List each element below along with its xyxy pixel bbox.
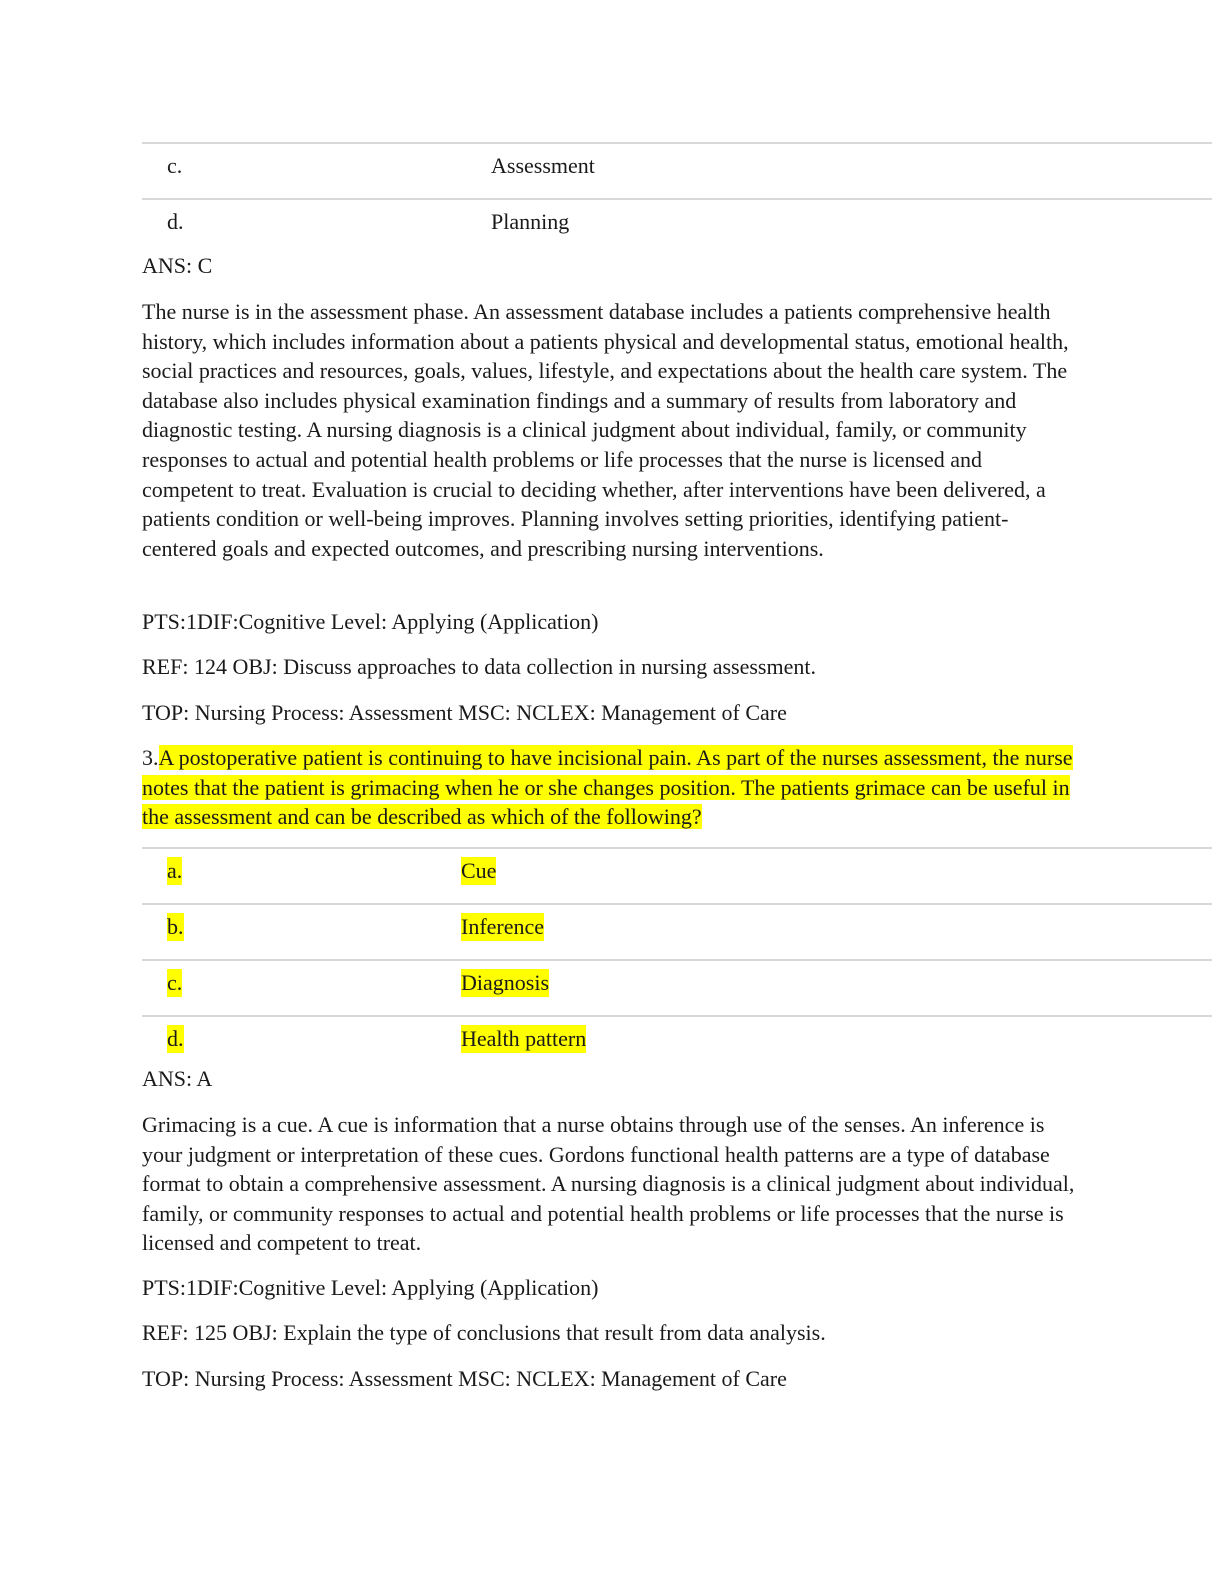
q2-ref: REF: 124 OBJ: Discuss approaches to data collection in nursing assessment. <box>142 654 816 679</box>
q2-options-table <box>142 142 1212 254</box>
option-letter: b. <box>167 914 184 939</box>
option-letter: d. <box>167 209 184 234</box>
q3-number: 3. <box>142 745 159 770</box>
q2-top: TOP: Nursing Process: Assessment MSC: NCLEX: Management of Care <box>142 700 787 725</box>
q2-pts: PTS:1DIF:Cognitive Level: Applying (Application) <box>142 609 599 634</box>
q3-stem: A postoperative patient is continuing to have incisional pain. As part of the nurses assessment, the nurse notes that the patient is grimacing when he or she changes position. The patients grimace can be useful in the assessment and can be described as which of the following? <box>142 745 1073 830</box>
option-letter: d. <box>167 1026 184 1051</box>
option-letter: c. <box>167 153 183 178</box>
q2-option-d <box>142 198 1212 254</box>
q3-option-a <box>142 847 1212 903</box>
option-text: Assessment <box>491 153 595 178</box>
option-text: Health pattern <box>461 1026 587 1051</box>
q3-rationale: Grimacing is a cue. A cue is information that a nurse obtains through use of the senses. An inference is your judgment or interpretation of these cues. Gordons functional health patterns are a type of database format to obtain a comprehensive assessment. A nursing diagnosis is a clinical judgment about individual, family, or community responses to actual and potential health problems or life processes that the nurse is licensed and competent to treat. <box>142 1112 1075 1256</box>
q2-answer: ANS: C <box>142 253 213 278</box>
option-text: Inference <box>461 914 545 939</box>
option-letter: a. <box>167 858 183 883</box>
q2-rationale: The nurse is in the assessment phase. An assessment database includes a patients comprehensive health history, which includes information about a patients physical and developmental status, emotional health, social practices and resources, goals, values, lifestyle, and expectations about the health care system. The database also includes physical examination findings and a summary of results from laboratory and diagnostic testing. A nursing diagnosis is a clinical judgment about individual, family, or community responses to actual and potential health problems or life processes that the nurse is licensed and competent to treat. Evaluation is crucial to deciding whether, after interventions have been delivered, a patients condition or well-being improves. Planning involves setting priorities, identifying patient-centered goals and expected outcomes, and prescribing nursing interventions. <box>142 299 1069 561</box>
option-text: Diagnosis <box>461 970 549 995</box>
q3-answer: ANS: A <box>142 1066 213 1091</box>
q3-option-b <box>142 903 1212 959</box>
q3-options-table <box>142 847 1212 1071</box>
q2-option-c <box>142 142 1212 198</box>
q3-pts: PTS:1DIF:Cognitive Level: Applying (Application) <box>142 1275 599 1300</box>
q3-option-d <box>142 1015 1212 1071</box>
q3-ref: REF: 125 OBJ: Explain the type of conclusions that result from data analysis. <box>142 1320 826 1345</box>
q3-question <box>142 743 1077 832</box>
option-text: Cue <box>461 858 497 883</box>
q3-top: TOP: Nursing Process: Assessment MSC: NCLEX: Management of Care <box>142 1366 787 1391</box>
q3-option-c <box>142 959 1212 1015</box>
option-text: Planning <box>491 209 570 234</box>
option-letter: c. <box>167 970 183 995</box>
